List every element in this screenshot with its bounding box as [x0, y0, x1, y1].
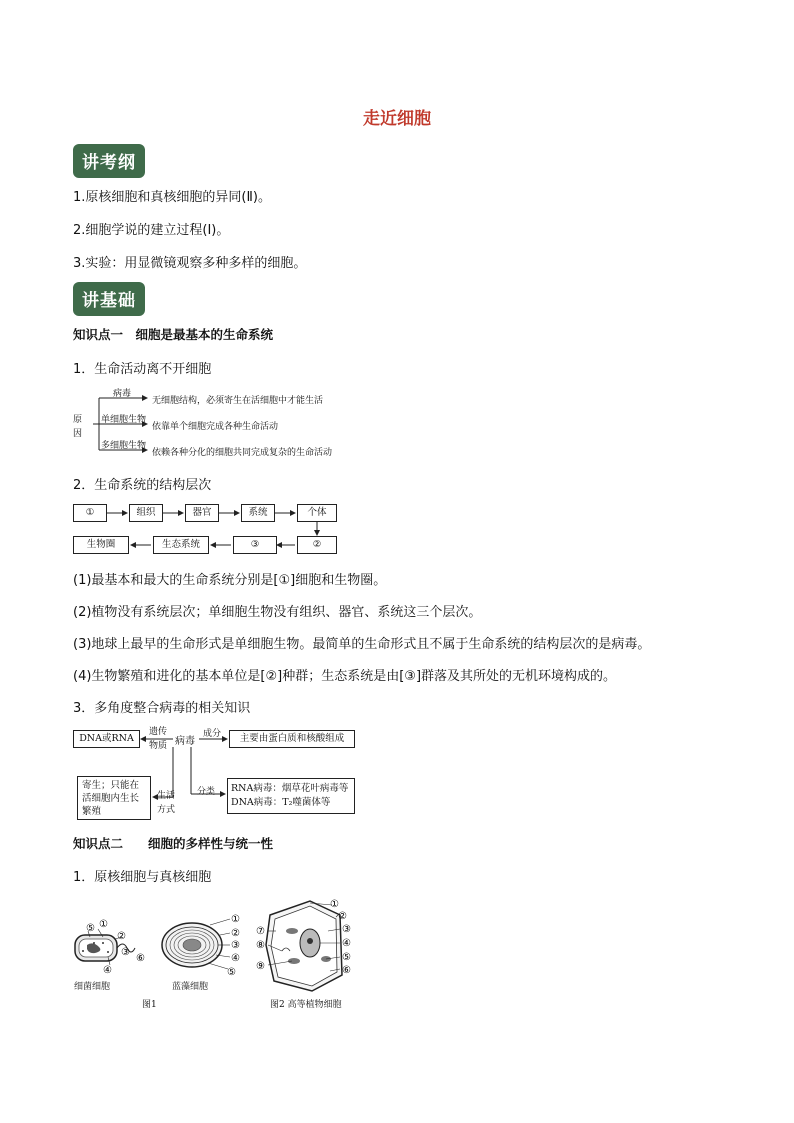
- diagram1-text-unicellular: 依靠单个细胞完成各种生命活动: [152, 422, 279, 432]
- plant-cell-drawing: [266, 901, 342, 991]
- virus-fenlei-box: [227, 778, 355, 814]
- virus-fenlei-1: RNA病毒：烟草花叶病毒等: [231, 783, 349, 794]
- point-1: (1)最基本和最大的生命系统分别是[①]细胞和生物圈。: [73, 573, 387, 588]
- hierarchy-top-5: 个体: [297, 504, 337, 522]
- diagram1-text-virus: 无细胞结构，必须寄生在活细胞中才能生活: [152, 396, 324, 406]
- cyano-num-5: ⑤: [227, 967, 236, 978]
- virus-yichuan-2: 物质: [149, 741, 168, 751]
- virus-jisheng-2: 活细胞内生长: [82, 793, 140, 804]
- hierarchy-top-1: ①: [73, 504, 107, 522]
- diagram-life-cells: [73, 384, 373, 462]
- cyano-num-1: ①: [231, 914, 240, 925]
- kp2-sub1: 1．原核细胞与真核细胞: [73, 870, 212, 885]
- kaogang-item-3: 3.实验：用显微镜观察多种多样的细胞。: [73, 256, 307, 271]
- plant-num-2: ②: [338, 911, 347, 922]
- plant-num-4: ④: [342, 938, 351, 949]
- plant-num-3: ③: [342, 924, 351, 935]
- hierarchy-top-3: 器官: [185, 504, 219, 522]
- cyano-num-3: ③: [231, 940, 240, 951]
- section-badge-kaogang: 讲考纲: [73, 144, 145, 178]
- cyano-label: 蓝藻细胞: [172, 982, 209, 992]
- hierarchy-bottom-3: ③: [233, 536, 277, 554]
- cyano-num-4: ④: [231, 953, 240, 964]
- cyano-num-2: ②: [231, 928, 240, 939]
- point-3: (3)地球上最早的生命形式是单细胞生物。最简单的生命形式且不属于生命系统的结构层次的是病毒。: [73, 637, 651, 652]
- virus-jisheng-3: 繁殖: [82, 806, 102, 817]
- diagram1-label-unicellular: 单细胞生物: [101, 415, 147, 425]
- diagram-virus: [73, 722, 363, 822]
- kp1-sub3: 3．多角度整合病毒的相关知识: [73, 701, 251, 716]
- bact-num-5: ⑤: [86, 923, 95, 934]
- diagram1-text-multicellular: 依赖各种分化的细胞共同完成复杂的生命活动: [152, 448, 333, 458]
- kp1-sub1: 1．生命活动离不开细胞: [73, 362, 212, 377]
- virus-dna-box: DNA或RNA: [73, 730, 140, 748]
- kp1-heading: 知识点一 细胞是最基本的生命系统: [73, 327, 274, 342]
- hierarchy-bottom-4: ②: [297, 536, 337, 554]
- fig1-label: 图1: [142, 1000, 157, 1010]
- cell-figure: [70, 895, 370, 1013]
- virus-jisheng-1: 寄生；只能在: [82, 780, 140, 791]
- hierarchy-top-2: 组织: [129, 504, 163, 522]
- diagram1-label-virus: 病毒: [113, 389, 132, 399]
- virus-center: 病毒: [175, 736, 195, 747]
- point-2: (2)植物没有系统层次；单细胞生物没有组织、器官、系统这三个层次。: [73, 605, 482, 620]
- virus-fenlei-2: DNA病毒：T₂噬菌体等: [231, 797, 331, 808]
- hierarchy-bottom-1: 生物圈: [73, 536, 129, 554]
- virus-chengfen: 成分: [203, 729, 222, 739]
- diagram-hierarchy: [73, 504, 343, 556]
- virus-yichuan-1: 遗传: [149, 727, 168, 737]
- diagram1-root-1: 原: [73, 415, 83, 425]
- virus-shenghuo-1: 生活: [157, 791, 176, 801]
- diagram1-root-2: 因: [73, 429, 83, 439]
- cell-figure-drawing: [70, 895, 370, 1013]
- diagram1-label-multicellular: 多细胞生物: [101, 441, 147, 451]
- page-title: 走近细胞: [363, 109, 431, 129]
- plant-num-6: ⑥: [342, 965, 351, 976]
- bact-num-1: ①: [99, 919, 108, 930]
- section-badge-jichu: 讲基础: [73, 282, 145, 316]
- kp1-sub2: 2．生命系统的结构层次: [73, 478, 212, 493]
- kp2-heading: 知识点二 细胞的多样性与统一性: [73, 836, 274, 851]
- virus-jisheng-box: [77, 776, 151, 820]
- virus-chengfen-box: 主要由蛋白质和核酸组成: [229, 730, 355, 748]
- bact-num-6: ⑥: [136, 953, 145, 964]
- hierarchy-top-4: 系统: [241, 504, 275, 522]
- hierarchy-bottom-2: 生态系统: [153, 536, 209, 554]
- plant-num-9: ⑨: [256, 961, 265, 972]
- fig2-label: 图2 高等植物细胞: [270, 1000, 342, 1010]
- plant-num-8: ⑧: [256, 940, 265, 951]
- plant-num-5: ⑤: [342, 952, 351, 963]
- bact-num-3: ③: [121, 947, 130, 958]
- virus-fenlei: 分类: [197, 787, 216, 797]
- kaogang-item-1: 1.原核细胞和真核细胞的异同(Ⅱ)。: [73, 190, 271, 205]
- cyano-cell-drawing: [162, 919, 230, 969]
- bacteria-label: 细菌细胞: [74, 982, 111, 992]
- point-4: (4)生物繁殖和进化的基本单位是[②]种群；生态系统是由[③]群落及其所处的无机环境构成的。: [73, 669, 617, 684]
- kaogang-item-2: 2.细胞学说的建立过程(Ⅰ)。: [73, 223, 230, 238]
- bact-num-2: ②: [117, 931, 126, 942]
- plant-num-7: ⑦: [256, 926, 265, 937]
- plant-num-1: ①: [330, 899, 339, 910]
- virus-shenghuo-2: 方式: [157, 805, 176, 815]
- bact-num-4: ④: [103, 965, 112, 976]
